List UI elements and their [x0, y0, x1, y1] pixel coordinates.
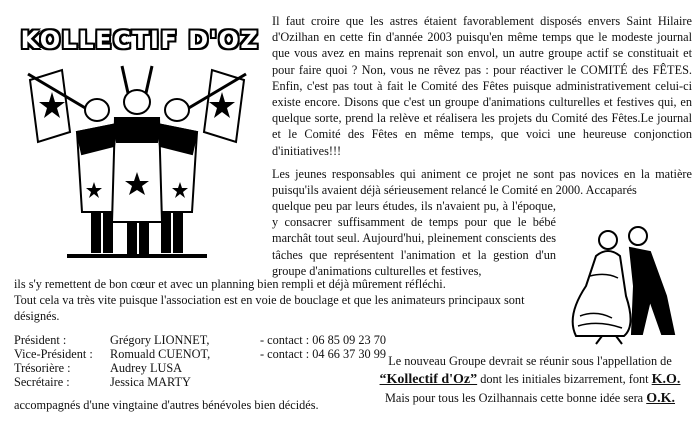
dancing-couple-illustration — [566, 226, 690, 346]
initials-ok: O.K. — [646, 391, 676, 406]
member-name: Jessica MARTY — [110, 375, 191, 389]
member-name: Grégory LIONNET, — [110, 333, 210, 347]
announcement — [368, 352, 692, 408]
member-row — [14, 361, 386, 375]
intro-paragraph-5: Tout cela va très vite puisque l'association est en voie de bouclage et que les animateurs principaux sont — [14, 293, 525, 307]
member-row — [14, 347, 386, 361]
announcement-line-3 — [368, 389, 692, 408]
announcement-line-3-text: Mais pour tous les Ozilhannais cette bonne idée sera — [384, 391, 644, 405]
member-contact: - contact : 04 66 37 30 99 — [260, 347, 387, 361]
members-list — [14, 333, 386, 389]
intro-paragraph-3: quelque peu par leurs études, ils n'avaient pu, à l'époque, y consacrer suffisamment de temps pour que le bébé marchât tout seul. Aujourd'hui, pleinement conscients des tâches que représentent l'animation et la gestion d'un groupe d'animations culturelles et festives, — [272, 199, 556, 278]
announcement-line-1: Le nouveau Groupe devrait se réunir sous l'appellation de — [388, 354, 672, 368]
intro-paragraph-2: Les jeunes responsables qui animent ce projet ne sont pas novices en la matière puisqu'ils avaient déjà sérieusement relancé le Comité en 2000. Accaparés — [272, 167, 692, 198]
announcement-line-2-text: dont les initiales bizarrement, font — [480, 372, 649, 386]
member-role: Trésorière : — [14, 361, 71, 375]
member-row — [14, 333, 386, 347]
trumpeters-logo-illustration — [22, 62, 252, 262]
announcement-line-2 — [368, 370, 692, 389]
member-role: Vice-Président : — [14, 347, 93, 361]
kollectif-logo-title: KOLLECTIF D'OZ — [20, 26, 260, 54]
member-name: Audrey LUSA — [110, 361, 183, 375]
member-role: Président : — [14, 333, 67, 347]
intro-paragraph-4: ils s'y remettent de bon cœur et avec un planning bien rempli et déjà mûrement réfléchi. — [14, 277, 446, 291]
group-name: “Kollectif d'Oz” — [379, 372, 478, 387]
intro-paragraph-6: désignés. — [14, 309, 60, 323]
initials-ko: K.O. — [651, 372, 681, 387]
intro-paragraph-1: Il faut croire que les astres étaient favorablement disposés envers Saint Hilaire d'Ozilhan en cette fin d'année 2003 puisqu'en même temps que le modeste journal que vous avez en mains reprenait son envol, un autre groupe actif se constituait et pour faire quoi ? Non, vous ne rêvez pas : pour réactiver le COMITÉ des FÊTES. Enfin, c'est pas tout à fait le Comité des Fêtes puisque administrativement celui-ci existe encore. Disons que c'est un groupe d'animations culturelles et festives qui, en quelque sorte, prend la relève et réalisera les projets du Comité des Fêtes.Le journal et le Comité des Fêtes en même temps, que voici une heureuse conjonction d'initiatives!!! — [272, 14, 692, 158]
member-name: Romuald CUENOT, — [110, 347, 211, 361]
member-role: Secrétaire : — [14, 375, 70, 389]
member-row — [14, 375, 386, 389]
member-contact: - contact : 06 85 09 23 70 — [260, 333, 387, 347]
members-tail-text: accompagnés d'une vingtaine d'autres bénévoles bien décidés. — [14, 398, 319, 412]
